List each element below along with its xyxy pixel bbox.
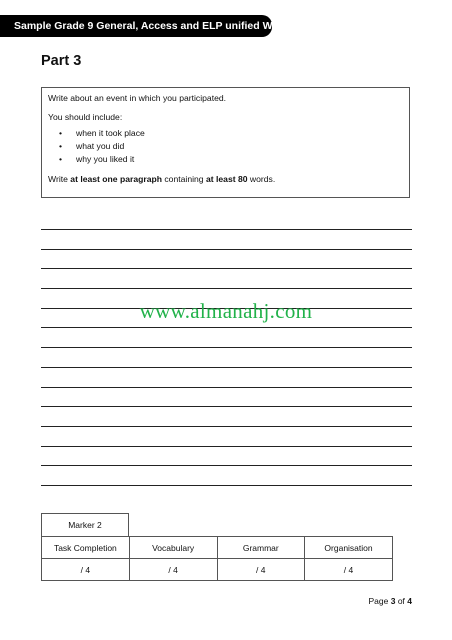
marker-label: Marker 2 [68,520,102,530]
marker-label-box [41,513,129,536]
answer-line[interactable] [41,327,412,328]
score-header-row [42,537,393,559]
score-header-grammar: Grammar [217,537,305,559]
answer-line[interactable] [41,485,412,486]
score-value-organisation[interactable]: / 4 [305,559,393,581]
score-header-organisation: Organisation [305,537,393,559]
page-number: Page 3 of 4 [368,596,412,606]
answer-line[interactable] [41,446,412,447]
answer-line[interactable] [41,367,412,368]
answer-lines [41,229,412,505]
score-value-task-completion[interactable]: / 4 [42,559,130,581]
prompt-bullet: • what you did [59,141,125,151]
part-title: Part 3 [41,53,82,69]
document-header-bar [0,15,299,37]
answer-line[interactable] [41,249,412,250]
answer-line[interactable] [41,426,412,427]
answer-line[interactable] [41,288,412,289]
prompt-bullet: • why you liked it [59,154,135,164]
answer-line[interactable] [41,347,412,348]
score-header-task-completion: Task Completion [42,537,130,559]
score-value-vocabulary[interactable]: / 4 [129,559,217,581]
bullet-dot-icon: • [59,154,63,164]
score-table [41,536,393,581]
score-value-grammar[interactable]: / 4 [217,559,305,581]
prompt-intro: Write about an event in which you participated. [48,93,227,103]
answer-line[interactable] [41,229,412,230]
answer-line[interactable] [41,387,412,388]
score-header-vocabulary: Vocabulary [129,537,217,559]
prompt-bullet: • when it took place [59,128,145,138]
answer-line[interactable] [41,406,412,407]
bullet-dot-icon: • [59,128,63,138]
writing-prompt-box [41,87,410,198]
answer-line[interactable] [41,465,412,466]
bullet-dot-icon: • [59,141,63,151]
prompt-instruction: Write at least one paragraph containing at least 80 words. [48,174,276,184]
watermark-text: www.almanahj.com [139,299,313,323]
score-value-row [42,559,393,581]
header-title: Sample Grade 9 General, Access and ELP unified Writing [14,20,299,32]
prompt-should-include: You should include: [48,112,123,122]
answer-line[interactable] [41,268,412,269]
prompt-bullet-list [48,127,403,166]
